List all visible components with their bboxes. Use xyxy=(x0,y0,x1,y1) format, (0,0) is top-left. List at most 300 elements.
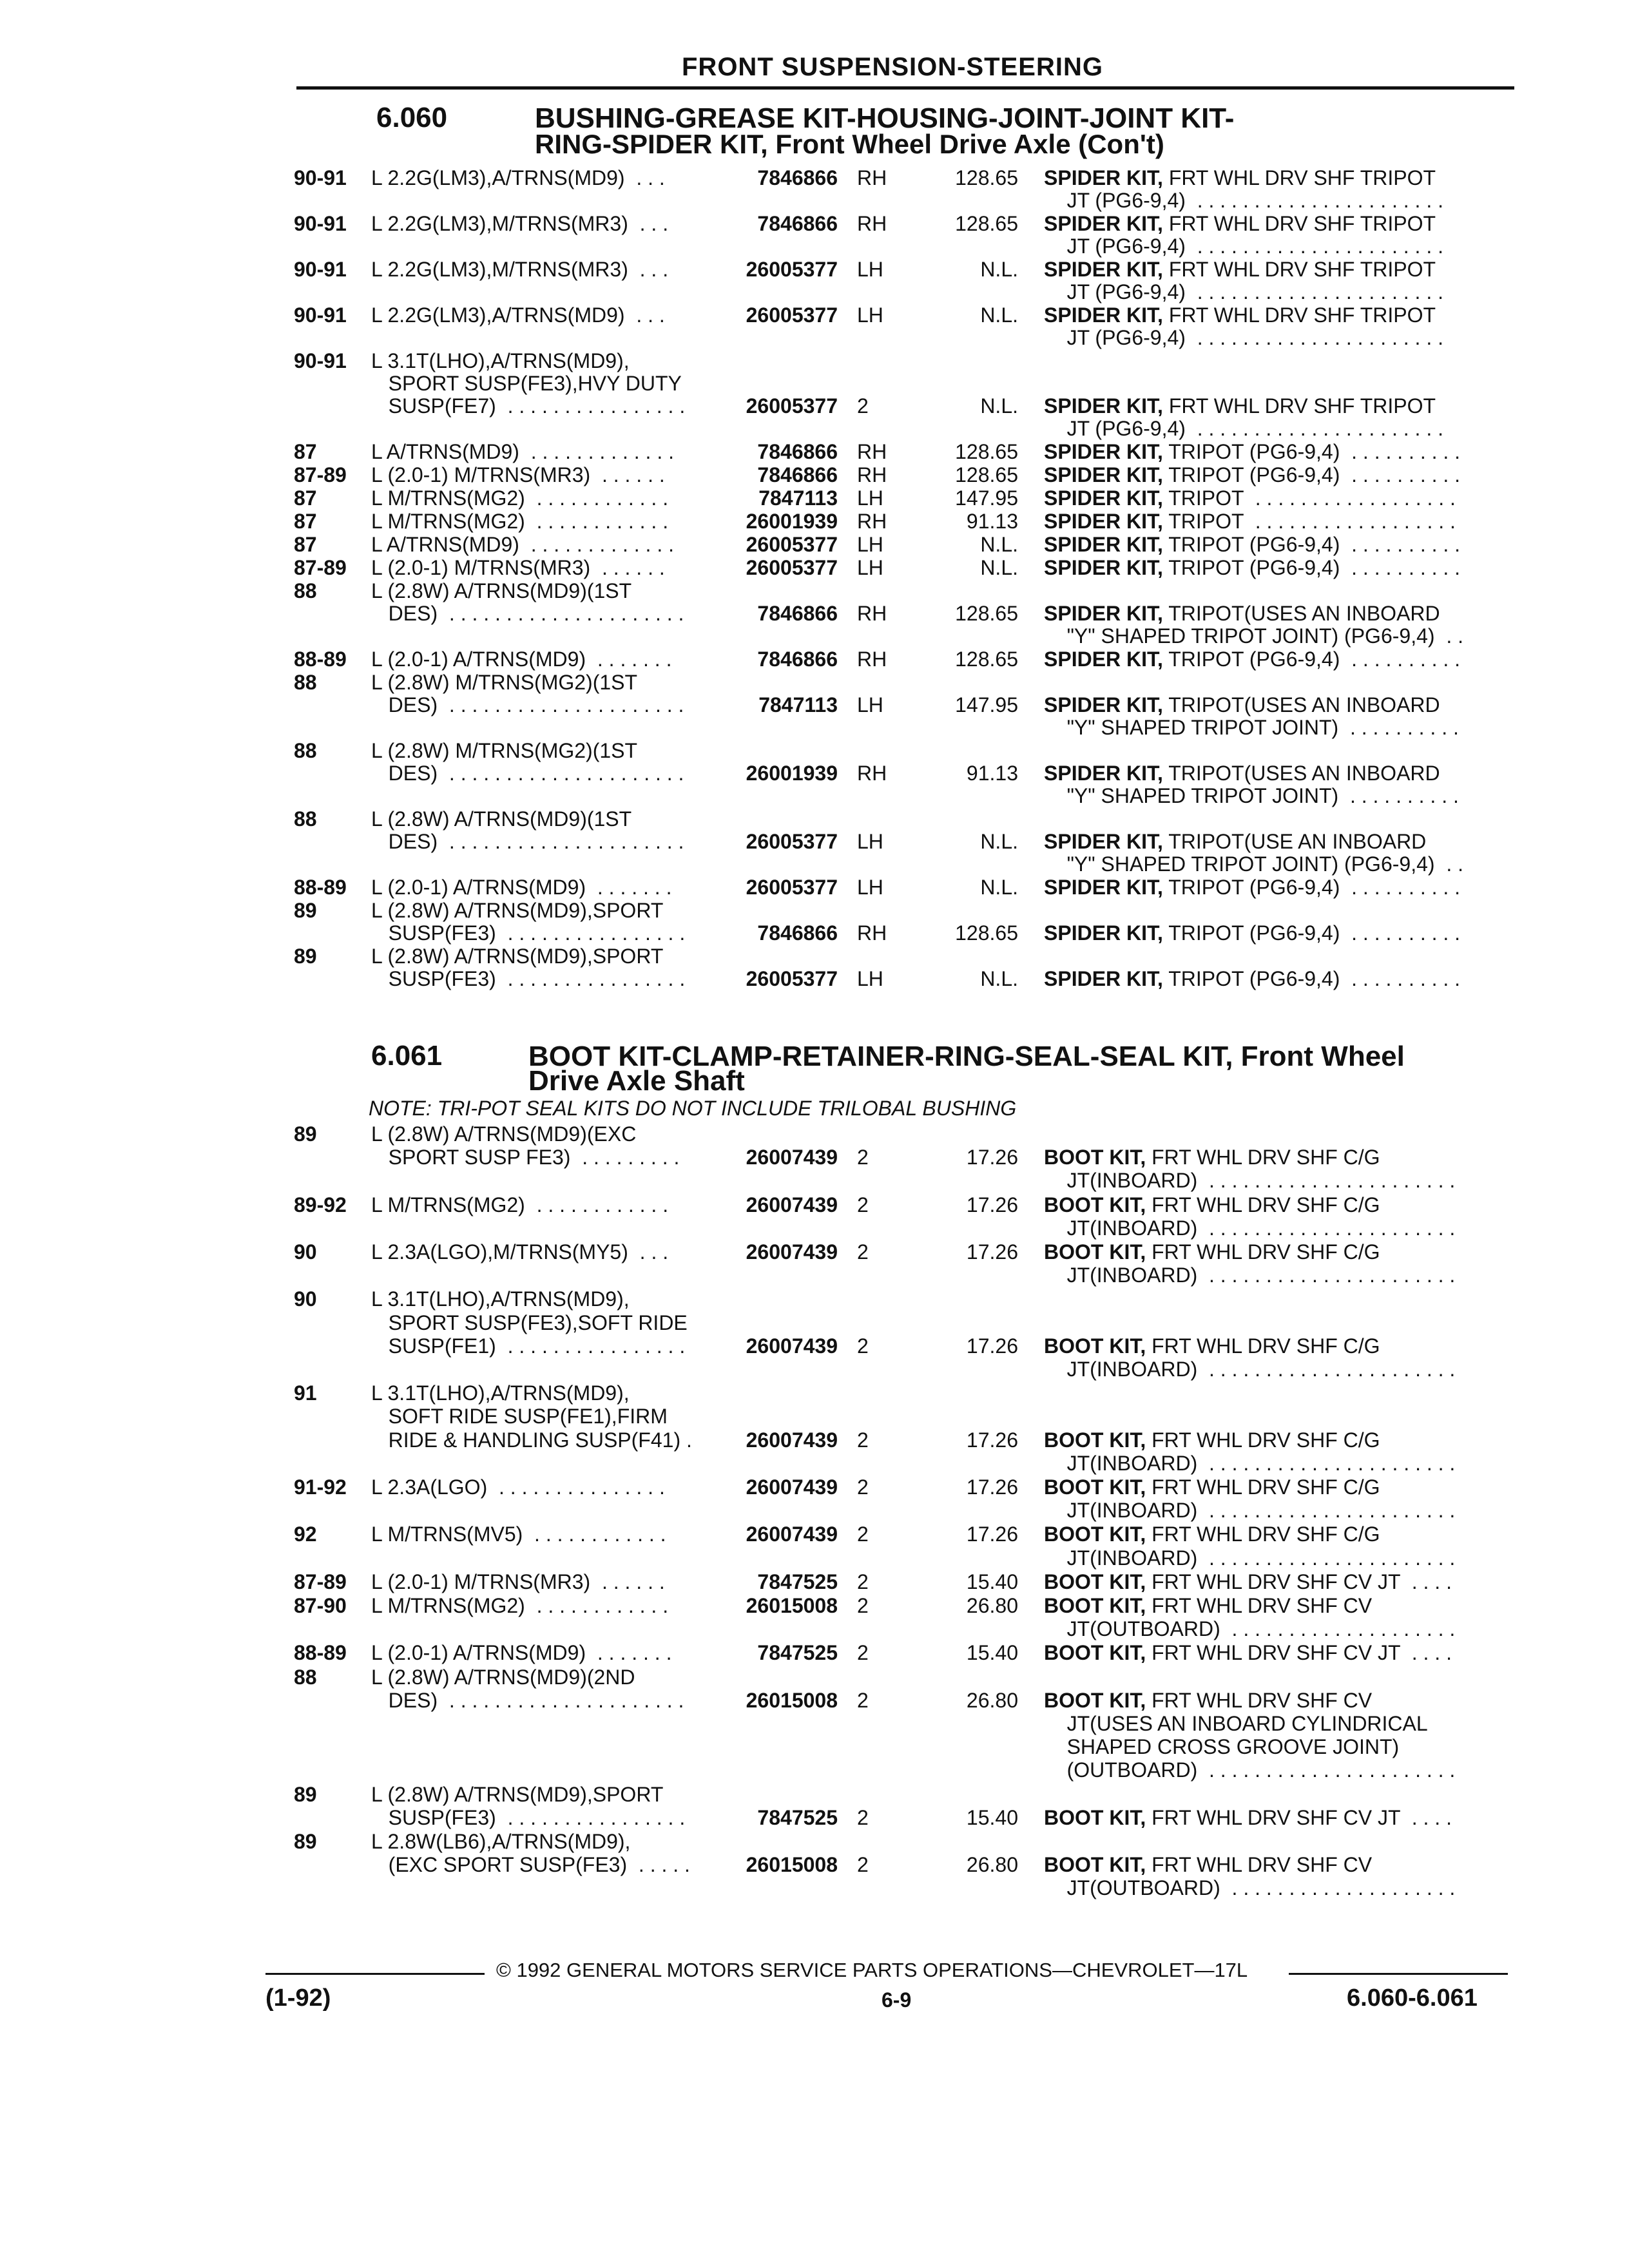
section-title-2-line2: Drive Axle Shaft xyxy=(528,1065,745,1097)
application: DES) . . . . . . . . . . . . . . . . . . . . . xyxy=(371,693,684,716)
application: L 2.2G(LM3),M/TRNS(MR3) . . . xyxy=(371,258,669,281)
part-number: 26005377 xyxy=(746,394,838,418)
model-years: 87 xyxy=(294,440,317,463)
application: L 3.1T(LHO),A/TRNS(MD9), xyxy=(371,1287,630,1311)
part-number: 7847525 xyxy=(757,1570,838,1593)
quantity: LH xyxy=(857,533,883,556)
description xyxy=(1044,1641,1452,1665)
description-detail: "Y" SHAPED TRIPOT JOINT) (PG6-9,4) . . xyxy=(1044,624,1463,648)
description-part-name: SPIDER KIT, xyxy=(1044,648,1163,671)
model-years: 88-89 xyxy=(294,876,347,899)
section-title-line2: RING-SPIDER KIT, Front Wheel Drive Axle (Con't) xyxy=(535,129,1164,159)
model-years: 89 xyxy=(294,1830,317,1853)
description xyxy=(1044,852,1463,876)
description-detail: JT(INBOARD) . . . . . . . . . . . . . . . . . . . . . . xyxy=(1044,1264,1456,1287)
section-number-2: 6.061 xyxy=(371,1040,443,1072)
application: SPORT SUSP(FE3),SOFT RIDE xyxy=(371,1311,688,1334)
footer-rule-left xyxy=(265,1973,485,1975)
quantity: RH xyxy=(857,602,887,625)
description-detail: FRT WHL DRV SHF C/G xyxy=(1146,1240,1380,1264)
application: L (2.8W) M/TRNS(MG2)(1ST xyxy=(371,739,638,762)
application: L M/TRNS(MG2) . . . . . . . . . . . . xyxy=(371,510,669,533)
quantity: 2 xyxy=(857,1688,869,1712)
description-detail: FRT WHL DRV SHF TRIPOT xyxy=(1162,166,1436,189)
quantity: 2 xyxy=(857,1428,869,1452)
description-part-name: SPIDER KIT, xyxy=(1044,166,1163,189)
model-years: 90 xyxy=(294,1287,317,1311)
model-years: 88 xyxy=(294,807,317,831)
description xyxy=(1044,440,1460,464)
description xyxy=(1044,1570,1452,1594)
model-years: 89 xyxy=(294,899,317,922)
description-part-name: BOOT KIT, xyxy=(1044,1641,1146,1665)
description-detail: JT(INBOARD) . . . . . . . . . . . . . . . . . . . . . . xyxy=(1044,1499,1456,1523)
application: L M/TRNS(MG2) . . . . . . . . . . . . xyxy=(371,486,669,510)
description-part-name: SPIDER KIT, xyxy=(1044,762,1163,785)
model-years: 91 xyxy=(294,1381,317,1405)
part-number: 26005377 xyxy=(746,556,838,579)
description xyxy=(1044,921,1460,945)
application: L 3.1T(LHO),A/TRNS(MD9), xyxy=(371,1381,630,1405)
price: 17.26 xyxy=(966,1334,1018,1358)
model-years: 88-89 xyxy=(294,648,347,671)
description xyxy=(1044,876,1460,899)
model-years: 89 xyxy=(294,1122,317,1146)
application: L 2.2G(LM3),M/TRNS(MR3) . . . xyxy=(371,212,669,235)
description xyxy=(1044,166,1436,190)
price: 26.80 xyxy=(966,1688,1018,1712)
description xyxy=(1044,1735,1399,1759)
quantity: LH xyxy=(857,693,883,716)
quantity: 2 xyxy=(857,1193,869,1216)
description-part-name: SPIDER KIT, xyxy=(1044,212,1163,235)
part-number: 7846866 xyxy=(757,166,838,189)
price: N.L. xyxy=(980,533,1018,556)
footer-rule-right xyxy=(1289,1973,1508,1975)
description-detail: "Y" SHAPED TRIPOT JOINT) . . . . . . . . . . xyxy=(1044,784,1459,807)
quantity: LH xyxy=(857,258,883,281)
application: L (2.8W) A/TRNS(MD9)(1ST xyxy=(371,579,632,602)
quantity: LH xyxy=(857,556,883,579)
model-years: 87-90 xyxy=(294,1594,347,1617)
part-number: 7847525 xyxy=(757,1641,838,1665)
price: 17.26 xyxy=(966,1475,1018,1499)
description-part-name: BOOT KIT, xyxy=(1044,1475,1146,1499)
quantity: 2 xyxy=(857,1475,869,1499)
quantity: LH xyxy=(857,303,883,327)
section-title-line1: BUSHING-GREASE KIT-HOUSING-JOINT-JOINT KIT- xyxy=(535,102,1235,134)
description-detail: TRIPOT . . . . . . . . . . . . . . . . . . xyxy=(1162,510,1456,533)
quantity: LH xyxy=(857,967,883,990)
description xyxy=(1044,1264,1455,1287)
application: SUSP(FE7) . . . . . . . . . . . . . . . . xyxy=(371,394,686,418)
application: L (2.0-1) M/TRNS(MR3) . . . . . . xyxy=(371,463,665,486)
part-number: 7846866 xyxy=(757,440,838,463)
description-part-name: BOOT KIT, xyxy=(1044,1146,1146,1169)
description-detail: JT (PG6-9,4) . . . . . . . . . . . . . . . . . . . . . . xyxy=(1044,235,1443,258)
part-number: 26001939 xyxy=(746,510,838,533)
quantity: RH xyxy=(857,762,887,785)
description-detail: JT (PG6-9,4) . . . . . . . . . . . . . . . . . . . . . . xyxy=(1044,417,1443,440)
description-detail: TRIPOT(USES AN INBOARD xyxy=(1162,693,1440,716)
part-number: 26007439 xyxy=(746,1146,838,1169)
description-part-name: BOOT KIT, xyxy=(1044,1594,1146,1617)
application: RIDE & HANDLING SUSP(F41) . xyxy=(371,1428,692,1452)
model-years: 90-91 xyxy=(294,303,347,327)
description-detail: FRT WHL DRV SHF C/G xyxy=(1146,1523,1380,1546)
price: 91.13 xyxy=(966,510,1018,533)
quantity: RH xyxy=(857,212,887,235)
description xyxy=(1044,1523,1380,1546)
description-part-name: BOOT KIT, xyxy=(1044,1853,1146,1877)
price: N.L. xyxy=(980,967,1018,990)
description xyxy=(1044,1876,1455,1900)
application: DES) . . . . . . . . . . . . . . . . . . . . . xyxy=(371,1688,684,1712)
description-detail: FRT WHL DRV SHF C/G xyxy=(1146,1475,1380,1499)
quantity: RH xyxy=(857,166,887,189)
price: 17.26 xyxy=(966,1523,1018,1546)
description xyxy=(1044,486,1456,510)
description-detail: TRIPOT (PG6-9,4) . . . . . . . . . . xyxy=(1162,876,1461,899)
application: L (2.8W) A/TRNS(MD9),SPORT xyxy=(371,945,664,968)
description-detail: JT(OUTBOARD) . . . . . . . . . . . . . . . . . . . . xyxy=(1044,1617,1456,1641)
description-detail: TRIPOT (PG6-9,4) . . . . . . . . . . xyxy=(1162,440,1461,463)
price: 15.40 xyxy=(966,1641,1018,1665)
application: SOFT RIDE SUSP(FE1),FIRM xyxy=(371,1405,668,1428)
application: L 3.1T(LHO),A/TRNS(MD9), xyxy=(371,349,630,372)
description xyxy=(1044,967,1460,991)
description-detail: FRT WHL DRV SHF CV xyxy=(1146,1853,1373,1877)
application: L 2.2G(LM3),A/TRNS(MD9) . . . xyxy=(371,303,665,327)
quantity: LH xyxy=(857,876,883,899)
description xyxy=(1044,556,1460,580)
part-number: 7847113 xyxy=(758,486,838,510)
description-part-name: BOOT KIT, xyxy=(1044,1805,1146,1829)
description-part-name: SPIDER KIT, xyxy=(1044,486,1163,510)
quantity: RH xyxy=(857,440,887,463)
price: 15.40 xyxy=(966,1570,1018,1593)
part-number: 26005377 xyxy=(746,533,838,556)
description xyxy=(1044,280,1443,304)
description-detail: JT(USES AN INBOARD CYLINDRICAL xyxy=(1044,1712,1428,1735)
part-number: 26005377 xyxy=(746,967,838,990)
description-detail: TRIPOT (PG6-9,4) . . . . . . . . . . xyxy=(1162,921,1461,945)
description xyxy=(1044,303,1436,327)
description-detail: FRT WHL DRV SHF CV xyxy=(1146,1594,1373,1617)
price: 15.40 xyxy=(966,1805,1018,1829)
price: 26.80 xyxy=(966,1853,1018,1877)
quantity: 2 xyxy=(857,1805,869,1829)
description xyxy=(1044,212,1436,236)
price: N.L. xyxy=(980,556,1018,579)
description-detail: JT (PG6-9,4) . . . . . . . . . . . . . . . . . . . . . . xyxy=(1044,326,1443,349)
description-detail: FRT WHL DRV SHF CV JT . . . . xyxy=(1146,1641,1452,1665)
footer-page-number: 6-9 xyxy=(882,1988,912,2012)
part-number: 26007439 xyxy=(746,1240,838,1264)
application: SPORT SUSP(FE3),HVY DUTY xyxy=(371,372,682,395)
description-detail: TRIPOT (PG6-9,4) . . . . . . . . . . xyxy=(1162,533,1461,556)
description xyxy=(1044,1475,1380,1499)
model-years: 92 xyxy=(294,1523,317,1546)
description-detail: TRIPOT(USES AN INBOARD xyxy=(1162,762,1440,785)
description-detail: FRT WHL DRV SHF C/G xyxy=(1146,1428,1380,1452)
description xyxy=(1044,693,1440,717)
description xyxy=(1044,624,1463,648)
model-years: 89 xyxy=(294,1782,317,1806)
model-years: 87 xyxy=(294,486,317,510)
quantity: RH xyxy=(857,510,887,533)
model-years: 88 xyxy=(294,579,317,602)
part-number: 26005377 xyxy=(746,258,838,281)
description-detail: TRIPOT (PG6-9,4) . . . . . . . . . . xyxy=(1162,556,1461,579)
description xyxy=(1044,1758,1455,1782)
description xyxy=(1044,1617,1455,1641)
description xyxy=(1044,533,1460,557)
application: L M/TRNS(MG2) . . . . . . . . . . . . xyxy=(371,1193,669,1216)
description xyxy=(1044,1358,1455,1381)
description-part-name: SPIDER KIT, xyxy=(1044,602,1163,625)
model-years: 90-91 xyxy=(294,212,347,235)
price: 17.26 xyxy=(966,1146,1018,1169)
section-number: 6.060 xyxy=(376,102,448,133)
description xyxy=(1044,1334,1380,1358)
application: (EXC SPORT SUSP(FE3) . . . . . xyxy=(371,1853,690,1877)
price: N.L. xyxy=(980,258,1018,281)
application: L (2.8W) A/TRNS(MD9)(2ND xyxy=(371,1665,635,1689)
price: 128.65 xyxy=(955,921,1018,945)
description-part-name: SPIDER KIT, xyxy=(1044,394,1163,418)
application: L 2.2G(LM3),A/TRNS(MD9) . . . xyxy=(371,166,665,189)
description xyxy=(1044,1240,1380,1264)
price: 17.26 xyxy=(966,1428,1018,1452)
application: L (2.8W) A/TRNS(MD9)(1ST xyxy=(371,807,632,831)
part-number: 26005377 xyxy=(746,303,838,327)
application: L 2.8W(LB6),A/TRNS(MD9), xyxy=(371,1830,631,1853)
price: N.L. xyxy=(980,876,1018,899)
application: DES) . . . . . . . . . . . . . . . . . . . . . xyxy=(371,602,684,625)
description xyxy=(1044,716,1459,740)
model-years: 88 xyxy=(294,1665,317,1689)
part-number: 26007439 xyxy=(746,1428,838,1452)
application: L (2.0-1) A/TRNS(MD9) . . . . . . . xyxy=(371,876,672,899)
description-part-name: SPIDER KIT, xyxy=(1044,830,1163,853)
description xyxy=(1044,1146,1380,1169)
part-number: 7846866 xyxy=(757,463,838,486)
description xyxy=(1044,1499,1455,1523)
model-years: 90-91 xyxy=(294,349,347,372)
description-part-name: BOOT KIT, xyxy=(1044,1240,1146,1264)
application: L (2.8W) M/TRNS(MG2)(1ST xyxy=(371,671,638,694)
description-detail: JT(INBOARD) . . . . . . . . . . . . . . . . . . . . . . xyxy=(1044,1358,1456,1381)
header-rule xyxy=(296,86,1514,90)
part-number: 26007439 xyxy=(746,1523,838,1546)
quantity: LH xyxy=(857,486,883,510)
quantity: 2 xyxy=(857,1146,869,1169)
description-part-name: SPIDER KIT, xyxy=(1044,440,1163,463)
description xyxy=(1044,510,1456,533)
description-detail: FRT WHL DRV SHF TRIPOT xyxy=(1162,303,1436,327)
part-number: 26007439 xyxy=(746,1475,838,1499)
quantity: 2 xyxy=(857,1334,869,1358)
description-part-name: SPIDER KIT, xyxy=(1044,510,1163,533)
footer-date-code: (1-92) xyxy=(265,1984,331,2012)
part-number: 26005377 xyxy=(746,830,838,853)
description xyxy=(1044,417,1443,441)
section-title-2-line1: BOOT KIT-CLAMP-RETAINER-RING-SEAL-SEAL KIT, Front Wheel xyxy=(528,1041,1405,1072)
model-years: 89-92 xyxy=(294,1193,347,1216)
description-detail: SHAPED CROSS GROOVE JOINT) xyxy=(1044,1735,1400,1759)
model-years: 88-89 xyxy=(294,1641,347,1665)
description xyxy=(1044,258,1436,282)
description xyxy=(1044,1216,1455,1240)
description-detail: JT (PG6-9,4) . . . . . . . . . . . . . . . . . . . . . . xyxy=(1044,189,1443,212)
price: 128.65 xyxy=(955,463,1018,486)
description-part-name: BOOT KIT, xyxy=(1044,1523,1146,1546)
application: L M/TRNS(MV5) . . . . . . . . . . . . xyxy=(371,1523,666,1546)
model-years: 87-89 xyxy=(294,463,347,486)
description-detail: "Y" SHAPED TRIPOT JOINT) . . . . . . . . . . xyxy=(1044,716,1459,739)
model-years: 91-92 xyxy=(294,1475,347,1499)
model-years: 90-91 xyxy=(294,166,347,189)
price: 147.95 xyxy=(955,693,1018,716)
price: 17.26 xyxy=(966,1240,1018,1264)
application: SUSP(FE3) . . . . . . . . . . . . . . . . xyxy=(371,967,686,990)
description xyxy=(1044,762,1440,785)
price: 147.95 xyxy=(955,486,1018,510)
part-number: 7846866 xyxy=(757,212,838,235)
application: L 2.3A(LGO) . . . . . . . . . . . . . . . xyxy=(371,1475,665,1499)
description-detail: TRIPOT (PG6-9,4) . . . . . . . . . . xyxy=(1162,648,1461,671)
part-number: 26007439 xyxy=(746,1193,838,1216)
description-part-name: BOOT KIT, xyxy=(1044,1193,1146,1216)
description xyxy=(1044,1712,1428,1736)
price: 128.65 xyxy=(955,166,1018,189)
description-part-name: BOOT KIT, xyxy=(1044,1570,1146,1593)
description-detail: JT(OUTBOARD) . . . . . . . . . . . . . . . . . . . . xyxy=(1044,1876,1456,1900)
quantity: LH xyxy=(857,830,883,853)
description-part-name: BOOT KIT, xyxy=(1044,1688,1146,1712)
application: L A/TRNS(MD9) . . . . . . . . . . . . . xyxy=(371,440,674,463)
price: 128.65 xyxy=(955,440,1018,463)
part-number: 7846866 xyxy=(757,921,838,945)
application: L (2.8W) A/TRNS(MD9),SPORT xyxy=(371,899,664,922)
page-header-title: FRONT SUSPENSION-STEERING xyxy=(682,53,1103,81)
description xyxy=(1044,602,1440,626)
description-detail: JT(INBOARD) . . . . . . . . . . . . . . . . . . . . . . xyxy=(1044,1169,1456,1193)
part-number: 7847113 xyxy=(758,693,838,716)
model-years: 87-89 xyxy=(294,1570,347,1593)
part-number: 26015008 xyxy=(746,1853,838,1877)
quantity: 2 xyxy=(857,1570,869,1593)
model-years: 89 xyxy=(294,945,317,968)
quantity: 2 xyxy=(857,1594,869,1617)
description-detail: FRT WHL DRV SHF C/G xyxy=(1146,1334,1380,1358)
description-detail: FRT WHL DRV SHF CV xyxy=(1146,1688,1373,1712)
price: 128.65 xyxy=(955,602,1018,625)
description xyxy=(1044,830,1426,854)
description-part-name: SPIDER KIT, xyxy=(1044,303,1163,327)
application: L M/TRNS(MG2) . . . . . . . . . . . . xyxy=(371,1594,669,1617)
price: N.L. xyxy=(980,394,1018,418)
description-part-name: SPIDER KIT, xyxy=(1044,556,1163,579)
description xyxy=(1044,1452,1455,1475)
price: 91.13 xyxy=(966,762,1018,785)
application: SUSP(FE3) . . . . . . . . . . . . . . . . xyxy=(371,921,686,945)
quantity: 2 xyxy=(857,1641,869,1665)
description-part-name: BOOT KIT, xyxy=(1044,1428,1146,1452)
description xyxy=(1044,1428,1380,1452)
description-part-name: SPIDER KIT, xyxy=(1044,258,1163,281)
application: L 2.3A(LGO),M/TRNS(MY5) . . . xyxy=(371,1240,669,1264)
description-part-name: SPIDER KIT, xyxy=(1044,693,1163,716)
description xyxy=(1044,235,1443,258)
description xyxy=(1044,784,1459,808)
description-detail: TRIPOT(USE AN INBOARD xyxy=(1162,830,1427,853)
description-detail: FRT WHL DRV SHF TRIPOT xyxy=(1162,212,1436,235)
part-number: 26005377 xyxy=(746,876,838,899)
description-detail: JT (PG6-9,4) . . . . . . . . . . . . . . . . . . . . . . xyxy=(1044,280,1443,303)
application: SPORT SUSP FE3) . . . . . . . . . xyxy=(371,1146,680,1169)
description xyxy=(1044,1853,1372,1877)
description xyxy=(1044,1193,1380,1217)
description-detail: FRT WHL DRV SHF TRIPOT xyxy=(1162,394,1436,418)
description-part-name: SPIDER KIT, xyxy=(1044,533,1163,556)
description-detail: "Y" SHAPED TRIPOT JOINT) (PG6-9,4) . . xyxy=(1044,852,1463,876)
section-note: NOTE: TRI-POT SEAL KITS DO NOT INCLUDE TRILOBAL BUSHING xyxy=(369,1097,1017,1120)
price: N.L. xyxy=(980,830,1018,853)
description-detail: FRT WHL DRV SHF TRIPOT xyxy=(1162,258,1436,281)
description xyxy=(1044,1689,1372,1713)
application: DES) . . . . . . . . . . . . . . . . . . . . . xyxy=(371,830,684,853)
description xyxy=(1044,326,1443,350)
quantity: RH xyxy=(857,921,887,945)
model-years: 87 xyxy=(294,533,317,556)
part-number: 26015008 xyxy=(746,1594,838,1617)
part-number: 26007439 xyxy=(746,1334,838,1358)
application: L A/TRNS(MD9) . . . . . . . . . . . . . xyxy=(371,533,674,556)
description xyxy=(1044,189,1443,213)
price: 128.65 xyxy=(955,212,1018,235)
model-years: 90 xyxy=(294,1240,317,1264)
description-detail: TRIPOT (PG6-9,4) . . . . . . . . . . xyxy=(1162,463,1461,486)
description-detail: JT(INBOARD) . . . . . . . . . . . . . . . . . . . . . . xyxy=(1044,1216,1456,1240)
description xyxy=(1044,1806,1452,1830)
quantity: RH xyxy=(857,463,887,486)
description xyxy=(1044,1546,1455,1570)
part-number: 7846866 xyxy=(757,648,838,671)
price: 17.26 xyxy=(966,1193,1018,1216)
footer-copyright: © 1992 GENERAL MOTORS SERVICE PARTS OPERATIONS—CHEVROLET—17L xyxy=(496,1959,1248,1981)
description-part-name: SPIDER KIT, xyxy=(1044,463,1163,486)
application: L (2.0-1) M/TRNS(MR3) . . . . . . xyxy=(371,556,665,579)
description-detail: (OUTBOARD) . . . . . . . . . . . . . . . . . . . . . . xyxy=(1044,1758,1456,1782)
application: SUSP(FE3) . . . . . . . . . . . . . . . . xyxy=(371,1805,686,1829)
application: DES) . . . . . . . . . . . . . . . . . . . . . xyxy=(371,762,684,785)
description-detail: TRIPOT (PG6-9,4) . . . . . . . . . . xyxy=(1162,967,1461,990)
description-part-name: SPIDER KIT, xyxy=(1044,876,1163,899)
quantity: 2 xyxy=(857,1240,869,1264)
application: L (2.0-1) A/TRNS(MD9) . . . . . . . xyxy=(371,648,672,671)
description-part-name: BOOT KIT, xyxy=(1044,1334,1146,1358)
part-number: 26001939 xyxy=(746,762,838,785)
description xyxy=(1044,1594,1372,1618)
part-number: 7846866 xyxy=(757,602,838,625)
model-years: 90-91 xyxy=(294,258,347,281)
price: 128.65 xyxy=(955,648,1018,671)
description-detail: TRIPOT(USES AN INBOARD xyxy=(1162,602,1440,625)
description-detail: TRIPOT . . . . . . . . . . . . . . . . . . xyxy=(1162,486,1456,510)
application: L (2.0-1) M/TRNS(MR3) . . . . . . xyxy=(371,1570,665,1593)
